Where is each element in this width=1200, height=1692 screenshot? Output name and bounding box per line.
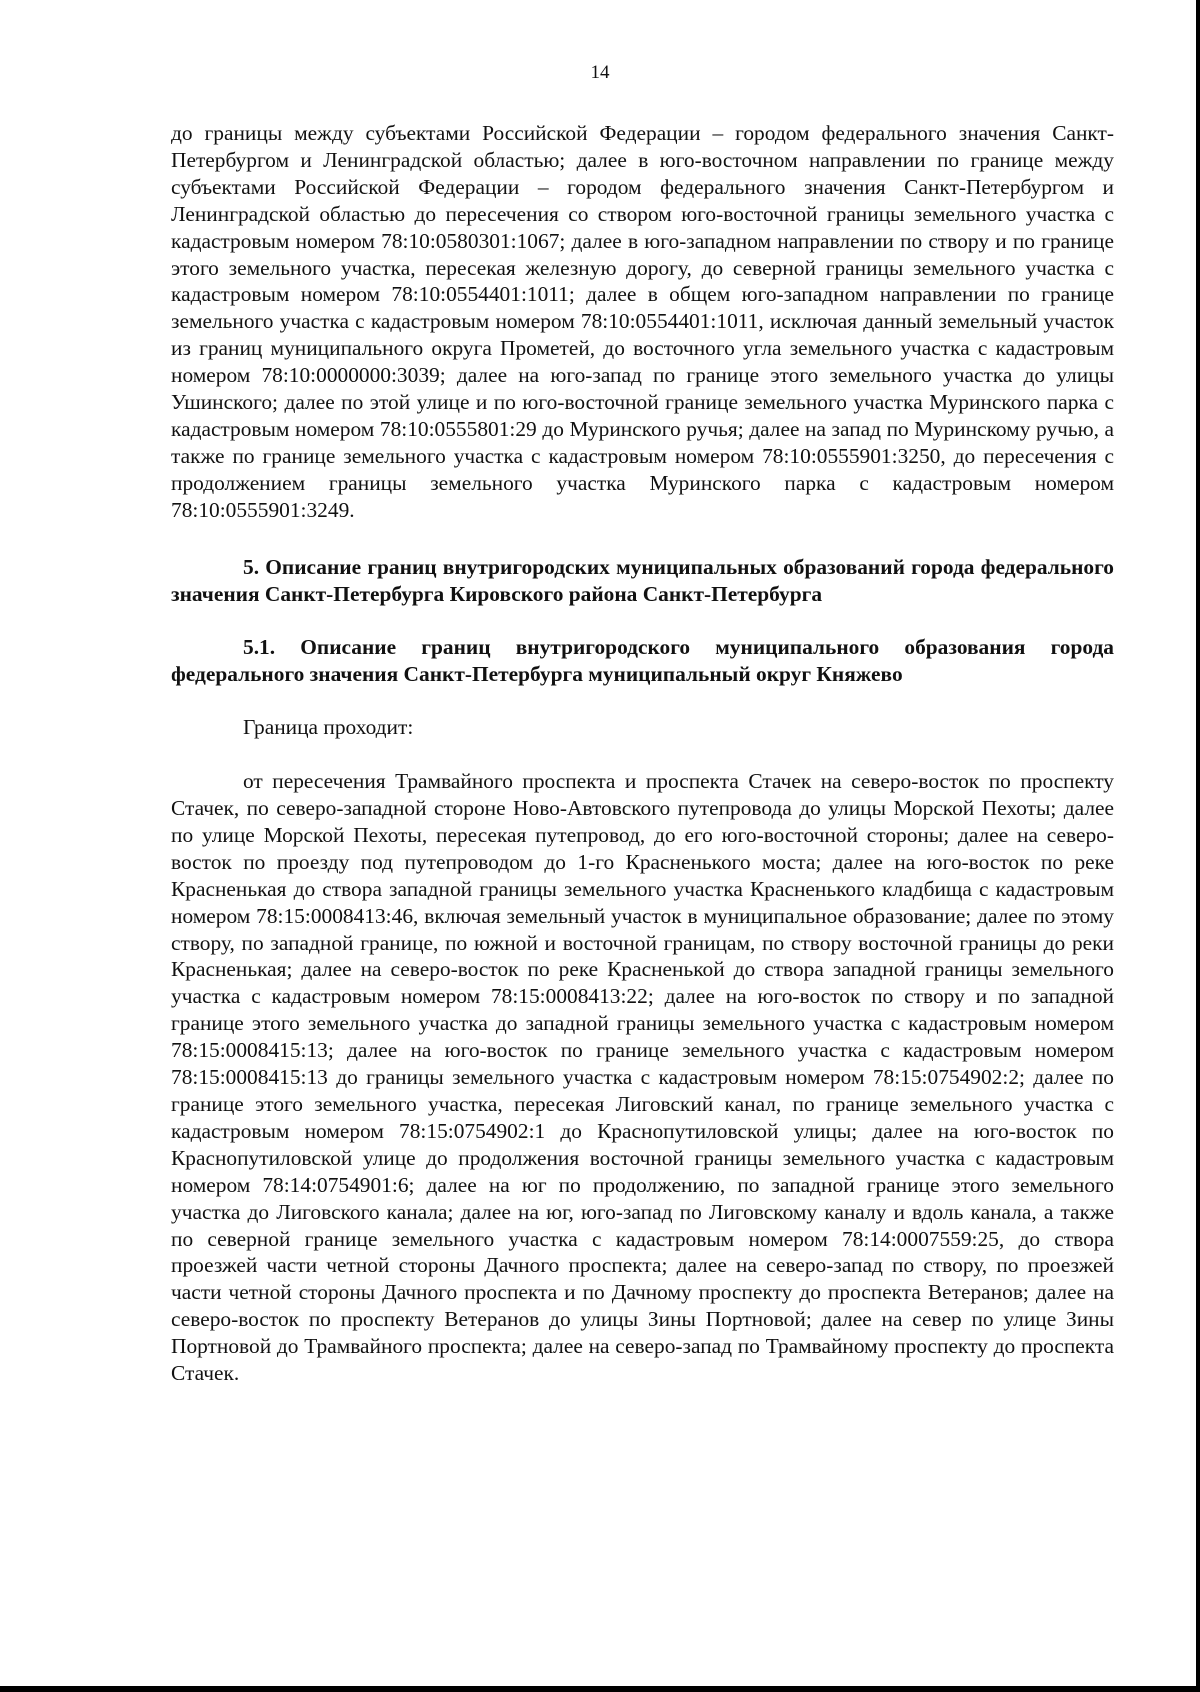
boundary-description-paragraph: от пересечения Трамвайного проспекта и проспекта Стачек на северо-восток по проспекту Стачек, по северо-западной стороне Ново-Автовского путепровода до улицы Морской Пехоты; далее по улице Морской Пехоты, пересекая путепровод, до его юго-восточной стороны; далее на северо-восток по проезду под путепроводом до 1-го Красненького моста; далее на юго-восток по реке Красненькая до створа западной границы земельного участка Красненького кладбища с кадастровым номером 78:15:0008413:46, включая земельный участок в муниципальное образование; далее по этому створу, по западной границе, по южной и восточной границам, по створу восточной границы до реки Красненькая; далее на северо-восток по реке Красненькой до створа западной границы земельного участка с кадастровым номером 78:15:0008413:22; далее на юго-восток по створу и по западной границе этого земельного участка до западной границы земельного участка с кадастровым номером 78:15:0008415:13; далее на юго-восток по границе земельного участка с кадастровым номером 78:15:0008415:13 до границы земельного участка с кадастровым номером 78:15:0754902:2; далее по границе этого земельного участка, пересекая Лиговский канал, по границе земельного участка с кадастровым номером 78:15:0754902:1 до Краснопутиловской улицы; далее на юго-восток по Краснопутиловской улице до продолжения восточной границы земельного участка с кадастровым номером 78:14:0754901:6; далее на юг по продолжению, по западной границе этого земельного участка до Лиговского канала; далее на юг, юго-запад по Лиговскому каналу и вдоль канала, а также по северной границе земельного участка с кадастровым номером 78:14:0007559:25, до створа проезжей части четной стороны Дачного проспекта; далее на северо-запад по створу, по проезжей части четной стороны Дачного проспекта и по Дачному проспекту до проспекта Ветеранов; далее на северо-восток по проспекту Ветеранов до улицы Зины Портновой; далее на север по улице Зины Портновой до Трамвайного проспекта; далее на северо-запад по Трамвайному проспекту до проспекта Стачек.	[171, 769, 1114, 1386]
section-heading-5: 5. Описание границ внутригородских муниципальных образований города федерального значения Санкт-Петербурга Кировского района Санкт-Петербурга	[171, 554, 1114, 606]
document-body	[171, 120, 1114, 1387]
subsection-heading-5-1: 5.1. Описание границ внутригородского муниципального образования города федерального значения Санкт-Петербурга муниципальный округ Княжево	[171, 635, 1114, 687]
scan-edge-right	[1196, 0, 1200, 1692]
scan-edge-bottom	[0, 1686, 1200, 1692]
boundary-paragraph-continued: до границы между субъектами Российской Федерации – городом федерального значения Санкт-Петербургом и Ленинградской областью; далее в юго-восточном направлении по границе между субъектами Российской Федерации – городом федерального значения Санкт-Петербургом и Ленинградской областью до пересечения со створом юго-восточной границы земельного участка с кадастровым номером 78:10:0580301:1067; далее в юго-западном направлении по створу и по границе этого земельного участка, пересекая железную дорогу, до северной границы земельного участка с кадастровым номером 78:10:0554401:1011; далее в общем юго-западном направлении по границе земельного участка с кадастровым номером 78:10:0554401:1011, исключая данный земельный участок из границ муниципального округа Прометей, до восточного угла земельного участка с кадастровым номером 78:10:0000000:3039; далее на юго-запад по границе этого земельного участка до улицы Ушинского; далее по этой улице и по юго-восточной границе земельного участка Муринского парка с кадастровым номером 78:10:0555801:29 до Муринского ручья; далее на запад по Муринскому ручью, а также по границе земельного участка с кадастровым номером 78:10:0555901:3250, до пересечения с продолжением границы земельного участка Муринского парка с кадастровым номером 78:10:0555901:3249.	[171, 121, 1114, 522]
boundary-intro: Граница проходит:	[243, 715, 414, 740]
page-number: 14	[590, 62, 610, 83]
